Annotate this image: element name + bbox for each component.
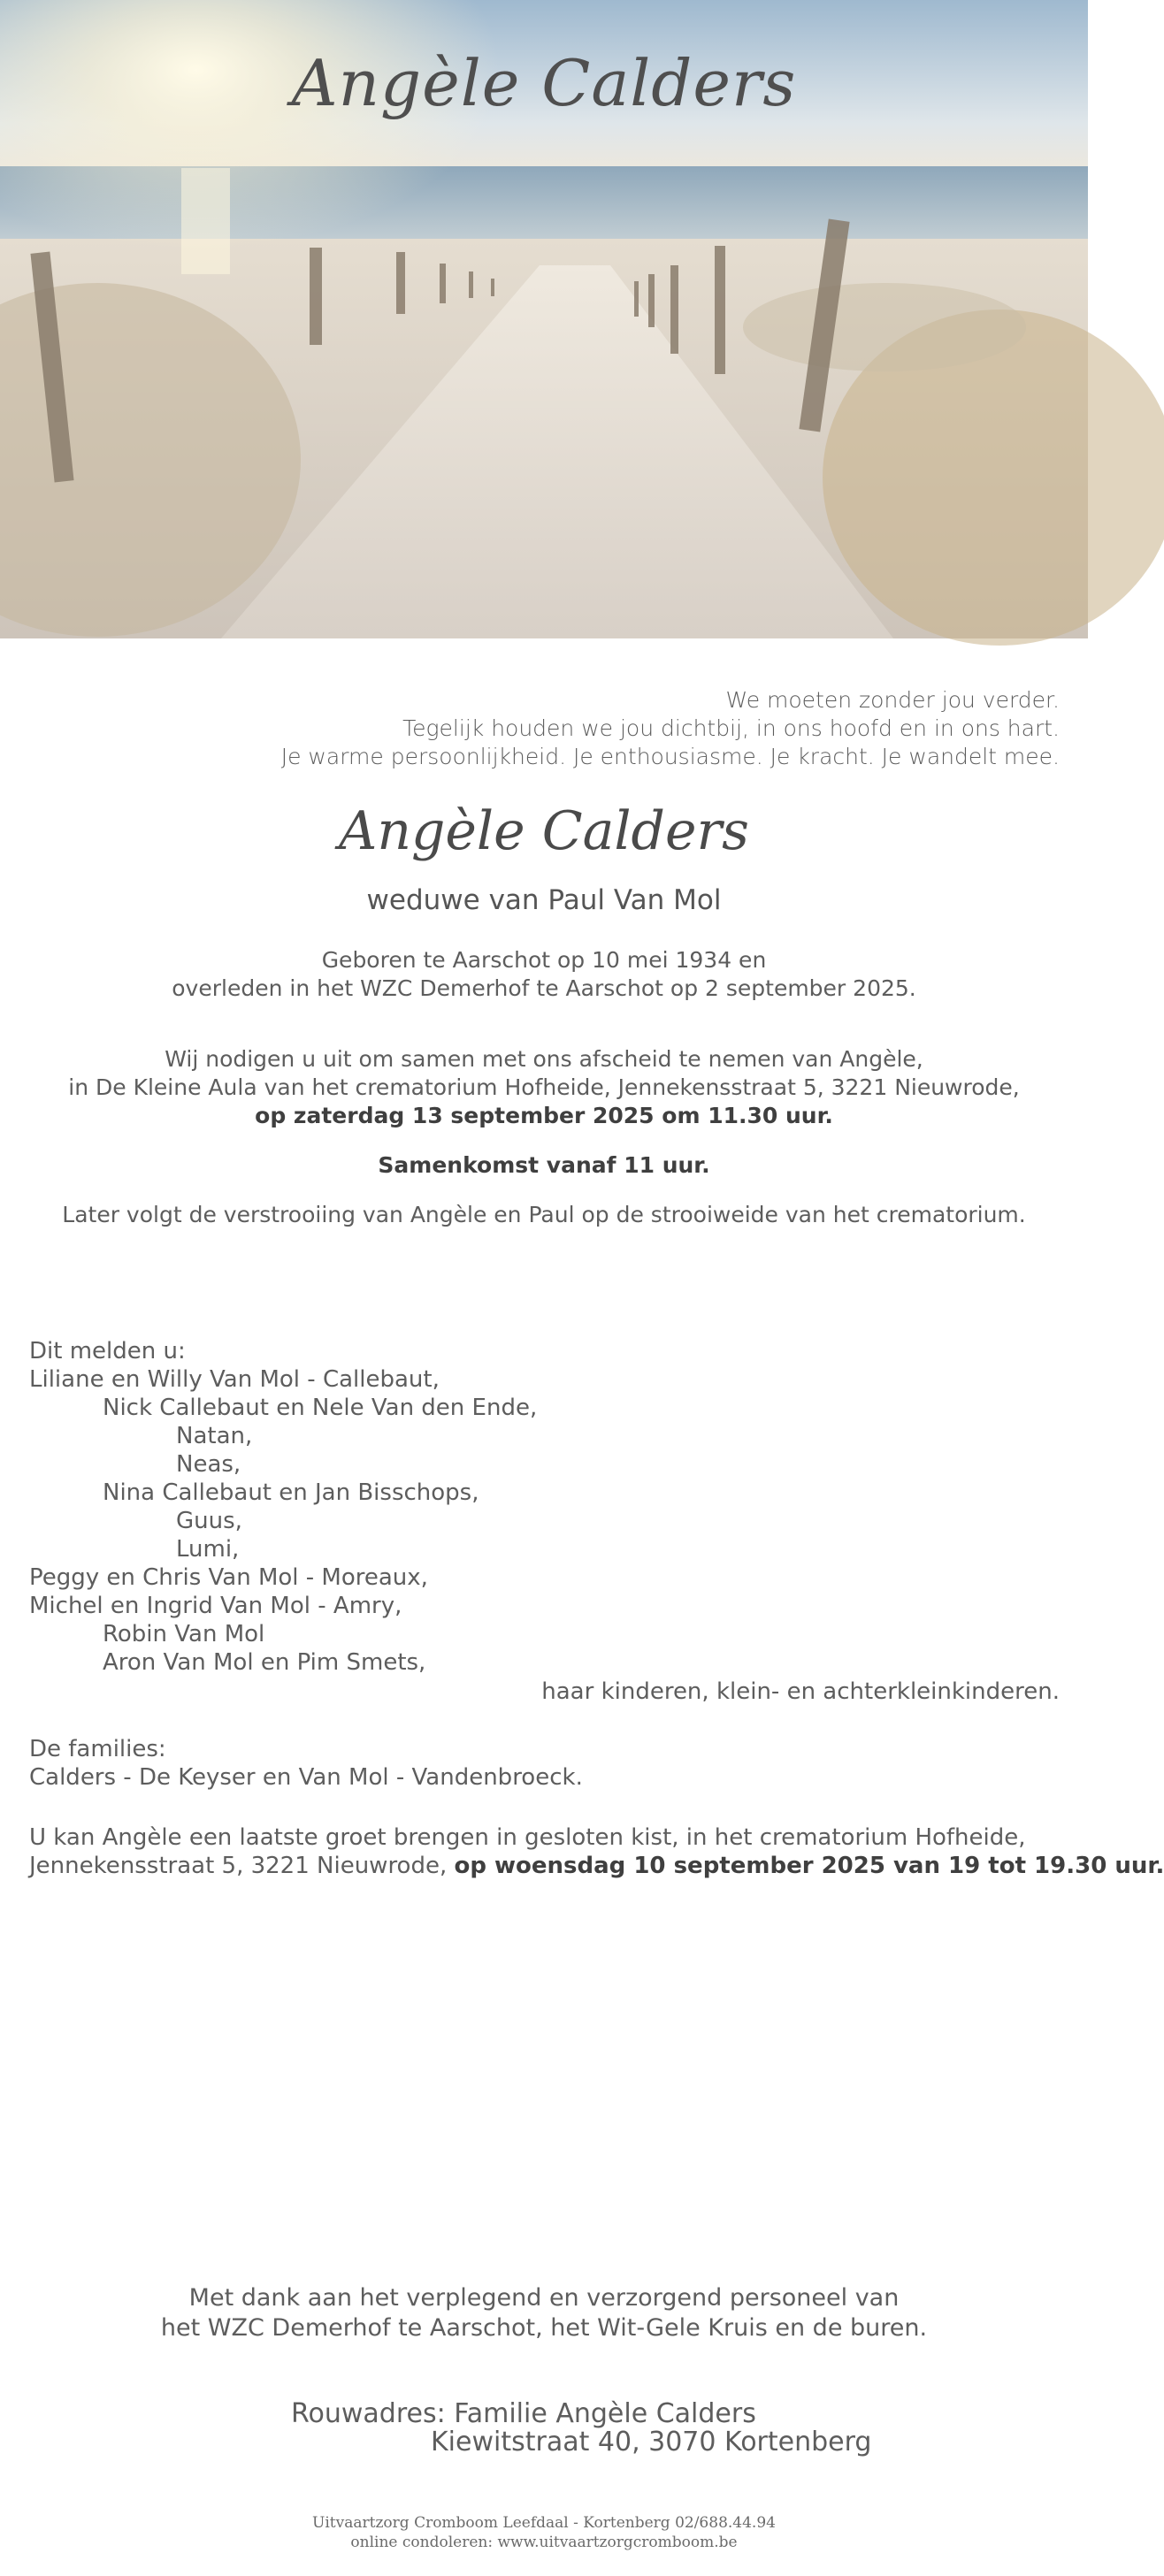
- relationship-line: haar kinderen, klein- en achterkleinkinderen.: [541, 1678, 1060, 1705]
- death-line: overleden in het WZC Demerhof te Aarschot op 2 september 2025.: [172, 975, 916, 1001]
- footer-line: Uitvaartzorg Cromboom Leefdaal - Kortenberg 02/688.44.94: [312, 2514, 776, 2532]
- list-item: Peggy en Chris Van Mol - Moreaux,: [29, 1564, 428, 1591]
- funeral-home-footer: [0, 2513, 1088, 2552]
- thanks-line: Met dank aan het verplegend en verzorgend personeel van: [188, 2284, 900, 2312]
- birth-line: Geboren te Aarschot op 10 mei 1934 en: [321, 947, 767, 973]
- invitation: [0, 1045, 1088, 1130]
- visitation-line: U kan Angèle een laatste groet brengen in gesloten kist, in het crematorium Hofheide,: [29, 1824, 1026, 1851]
- list-item: Aron Van Mol en Pim Smets,: [103, 1649, 426, 1676]
- invitation-line: in De Kleine Aula van het crematorium Hofheide, Jennekensstraat 5, 3221 Nieuwrode,: [68, 1074, 1020, 1100]
- footer-website: online condoleren: www.uitvaartzorgcromboom.be: [350, 2534, 738, 2551]
- families-label: De families:: [29, 1736, 166, 1762]
- list-item: Lumi,: [176, 1536, 240, 1563]
- deceased-name: Angèle Calders: [339, 800, 749, 862]
- thanks-line: het WZC Demerhof te Aarschot, het Wit-Gele Kruis en de buren.: [160, 2314, 928, 2342]
- beach-header-image: [0, 0, 1088, 638]
- life-dates: [0, 946, 1088, 1003]
- announcers-list: [29, 1337, 537, 1677]
- families-block: [29, 1735, 583, 1792]
- poem-line: Je warme persoonlijkheid. Je enthousiasme. Je kracht. Je wandelt mee.: [280, 744, 1060, 769]
- list-item: Michel en Ingrid Van Mol - Amry,: [29, 1593, 402, 1619]
- poem-line: We moeten zonder jou verder.: [725, 687, 1060, 713]
- poem-line: Tegelijk houden we jou dichtbij, in ons hoofd en in ons hart.: [402, 715, 1060, 741]
- list-item: Natan,: [176, 1423, 253, 1449]
- list-item: Liliane en Willy Van Mol - Callebaut,: [29, 1366, 440, 1393]
- spouse-line: weduwe van Paul Van Mol: [366, 884, 722, 916]
- visitation-block: [29, 1823, 1164, 1880]
- gathering-time: Samenkomst vanaf 11 uur.: [378, 1152, 710, 1178]
- scattering-note: Later volgt de verstrooiing van Angèle en Paul op de strooiweide van het crematorium.: [62, 1202, 1026, 1227]
- memorial-poem: [175, 686, 1060, 771]
- list-item: Nick Callebaut en Nele Van den Ende,: [103, 1395, 538, 1421]
- ceremony-date: op zaterdag 13 september 2025 om 11.30 uur.: [255, 1103, 833, 1128]
- list-item: Neas,: [176, 1451, 241, 1478]
- list-item: Nina Callebaut en Jan Bisschops,: [103, 1479, 479, 1506]
- list-item: Robin Van Mol: [103, 1621, 265, 1647]
- mourning-address-label: Rouwadres: Familie Angèle Calders: [291, 2398, 756, 2429]
- visitation-date: op woensdag 10 september 2025 van 19 tot 19.30 uur.: [454, 1853, 1164, 1879]
- families-names: Calders - De Keyser en Van Mol - Vandenbroeck.: [29, 1764, 583, 1791]
- header-title: Angèle Calders: [291, 46, 797, 120]
- thanks-block: [0, 2283, 1088, 2343]
- announcers-intro: Dit melden u:: [29, 1338, 186, 1364]
- list-item: Guus,: [176, 1508, 242, 1534]
- visitation-line: [29, 1852, 1164, 1880]
- visitation-address: Jennekensstraat 5, 3221 Nieuwrode,: [29, 1853, 455, 1879]
- mourning-address-street: Kiewitstraat 40, 3070 Kortenberg: [431, 2427, 872, 2458]
- invitation-line: Wij nodigen u uit om samen met ons afscheid te nemen van Angèle,: [165, 1046, 923, 1072]
